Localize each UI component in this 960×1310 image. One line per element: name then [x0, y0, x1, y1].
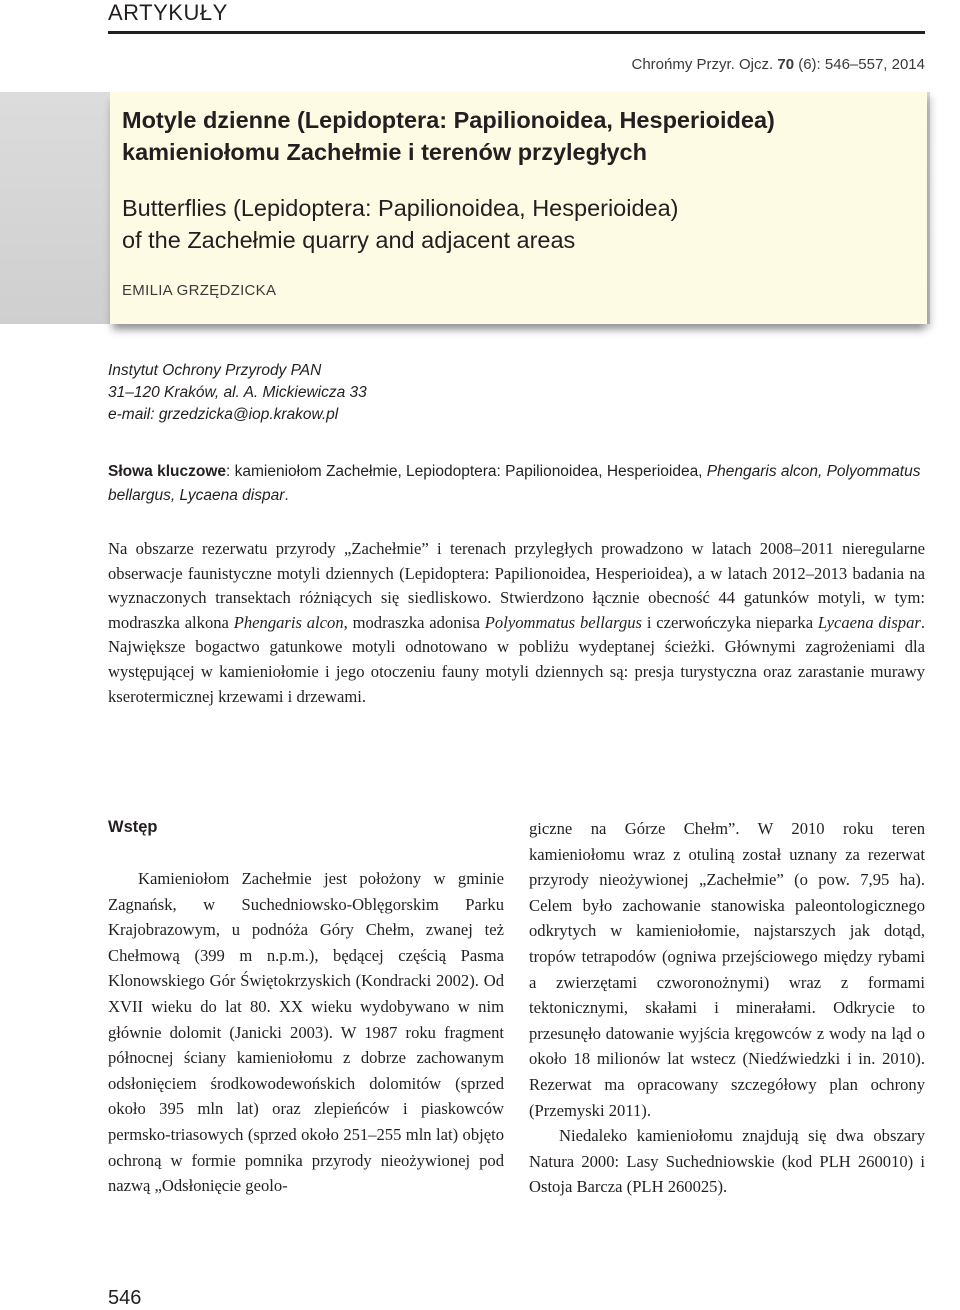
- author-name: EMILIA GRZĘDZICKA: [122, 282, 277, 299]
- abstract-text-3: i czerwończyka nieparka: [642, 612, 818, 632]
- keywords-label: Słowa kluczowe: [108, 463, 227, 480]
- intro-heading: Wstęp: [108, 818, 158, 836]
- title-polish-line1: Motyle dzienne (Lepidoptera: Papilionoidea, Hesperioidea): [122, 107, 775, 133]
- keywords-species: Phengaris alcon, Polyommatus bellargus, Lycaena dispar: [108, 463, 921, 504]
- affiliation-institute: Instytut Ochrony Przyrody PAN: [108, 362, 322, 379]
- intro-paragraph-2: Niedaleko kamieniołomu znajdują się dwa obszary Natura 2000: Lasy Suchedniowskie (kod PLH 260010) i Ostoja Barcza (PLH 260025).: [529, 1126, 925, 1197]
- journal-name: Chrońmy Przyr. Ojcz.: [631, 56, 774, 73]
- abstract-text-2: , modraszka adonisa: [343, 612, 485, 632]
- title-english-line1: Butterflies (Lepidoptera: Papilionoidea, Hesperioidea): [122, 195, 679, 221]
- abstract-species-3: Lycaena dispar: [817, 612, 921, 632]
- intro-paragraph-1-continued: giczne na Górze Chełm”. W 2010 roku teren kamieniołomu wraz z otuliną został uznany za rezerwat przyrody nieożywionej „Zachełmie” (o pow. 7,95 ha). Celem było zachowanie stanowiska paleontologicznego odkrytych w kamieniołomie, najstarszych jak dotąd, tropów tetrapodów (ogniwa przejściowego między rybami a zwierzętami czworonożnymi) wraz z formami tektonicznymi, skałami i minerałami. Odkrycie to przesunęło datowanie wyjścia kręgowców z wody na ląd o około 18 milionów lat wstecz (Niedźwiedzki i in. 2010). Rezerwat ma opracowany szczegółowy plan ochrony (Przemyski 2011).: [529, 819, 925, 1120]
- page-number: 546: [108, 1287, 142, 1309]
- journal-citation: [632, 56, 926, 73]
- title-polish: [122, 104, 915, 168]
- column-right: [529, 816, 925, 1200]
- abstract-text-1: Na obszarze rezerwatu przyrody „Zachełmie” i terenach przyległych prowadzono w latach 2008–2011 nieregularne obserwacje faunistyczne motyli dziennych (Lepidoptera: Papilionoidea, Hesperioidea), a w latach 2012–2013 badania na wyznaczonych transektach różniących się siedliskowo. Stwierdzono łącznie obecność 44 gatunków motyli, w tym: modraszka alkona: [108, 539, 925, 632]
- affiliation-email: e-mail: grzedzicka@iop.krakow.pl: [108, 406, 339, 423]
- keywords-text: : kamieniołom Zachełmie, Lepiodoptera: Papilionoidea, Hesperioidea,: [226, 463, 707, 480]
- section-label: ARTYKUŁY: [108, 0, 228, 25]
- section-header: [108, 0, 925, 34]
- intro-paragraph-1: Kamieniołom Zachełmie jest położony w gminie Zagnańsk, w Suchedniowsko-Oblęgorskim Parku Krajobrazowym, u podnóża Góry Chełm, zwanej też Chełmową (399 m n.p.m.), będącej częścią Pasma Klonowskiego Gór Świętokrzyskich (Kondracki 2002). Od XVII wieku do lat 80. XX wieku wydobywano w nim głównie dolomit (Janicki 2003). W 1987 roku fragment północnej ściany kamieniołomu z dobrze zachowanym odsłonięciem środkowodewońskich dolomitów (sprzed około 395 mln lat) oraz zlepieńców i piaskowców permsko-triasowych (sprzed około 251–255 mln lat) objęto ochroną w formie pomnika przyrody nieożywionej pod nazwą „Odsłonięcie geolo-: [108, 869, 504, 1196]
- journal-issue-pages: (6): 546–557, 2014: [798, 56, 925, 73]
- affiliation: [108, 360, 367, 426]
- abstract-species-1: Phengaris alcon: [233, 612, 344, 632]
- keywords: [108, 460, 925, 508]
- abstract: [108, 537, 925, 709]
- journal-volume: 70: [777, 56, 795, 73]
- keywords-end: .: [284, 487, 289, 504]
- affiliation-address: 31–120 Kraków, al. A. Mickiewicza 33: [108, 384, 367, 401]
- title-box: [110, 92, 927, 324]
- abstract-text-4: . Największe bogactwo gatunkowe motyli odnotowano w pobliżu wydeptanej ścieżki. Głównymi zagrożeniami dla występującej w kamieniołomie i jego otoczeniu fauny motyli dziennych są: presja turystyczna oraz zarastanie murawy kserotermicznej krzewami i drzewami.: [108, 612, 925, 706]
- title-polish-line2: kamieniołomu Zachełmie i terenów przyległych: [122, 139, 647, 165]
- title-english: [122, 192, 915, 256]
- title-english-line2: of the Zachełmie quarry and adjacent areas: [122, 227, 576, 253]
- abstract-species-2: Polyommatus bellargus: [484, 612, 643, 632]
- column-left: [108, 816, 504, 1199]
